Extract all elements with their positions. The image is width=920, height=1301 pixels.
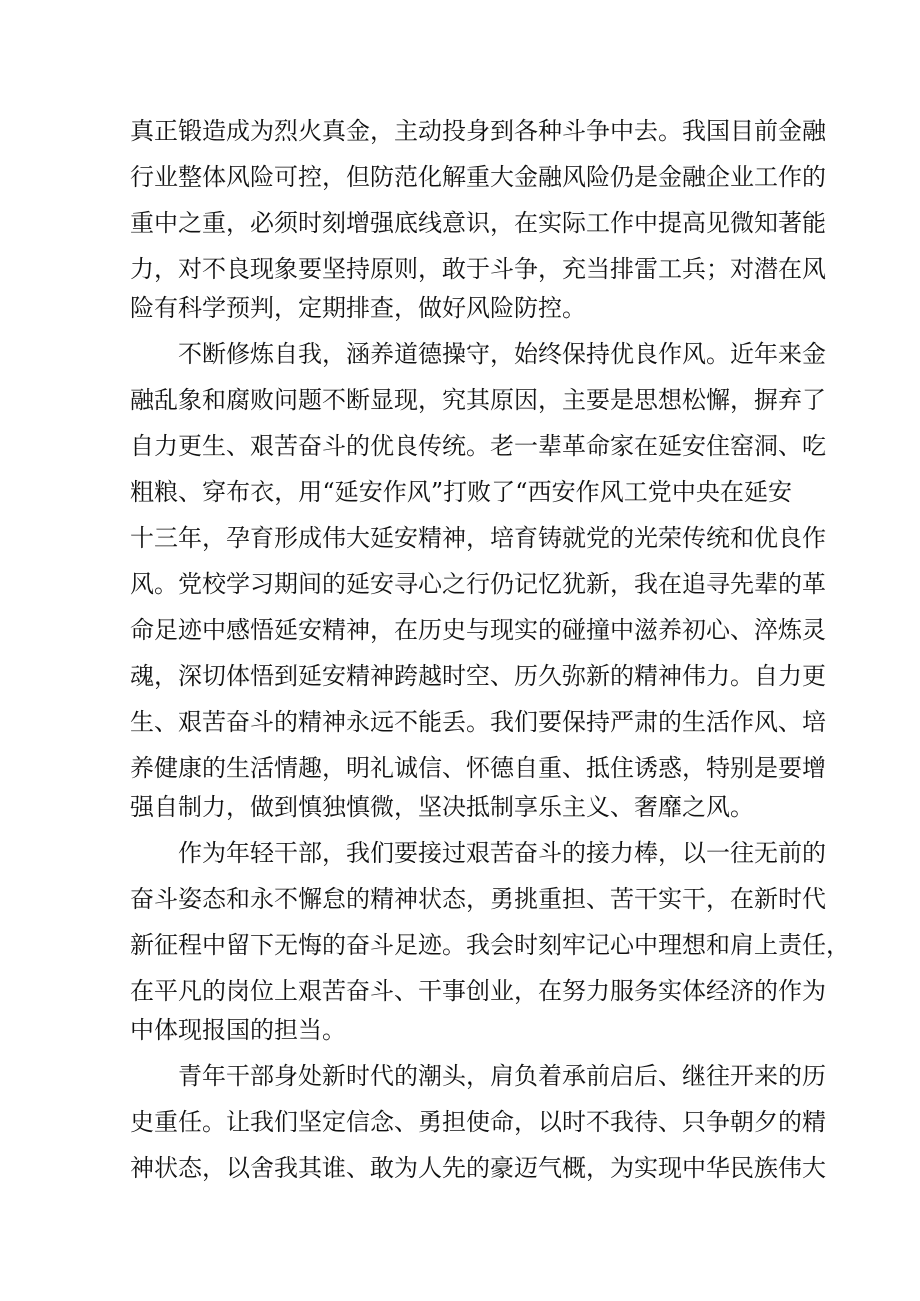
text-line: 新征程中留下无悔的奋斗足迹。我会时刻牢记心中理想和肩上责任，	[130, 931, 850, 959]
text-line: 神状态，以舍我其谁、敢为人先的豪迈气概，为实现中华民族伟大	[130, 1154, 826, 1182]
text-line: 十三年，孕育形成伟大延安精神，培育铸就党的光荣传统和优良作	[130, 524, 826, 552]
paragraph-first-line: 不断修炼自我，涵养道德操守，始终保持优良作风。近年来金	[178, 340, 826, 368]
text-line: 融乱象和腐败问题不断显现，究其原因，主要是思想松懈，摒弃了	[130, 386, 826, 414]
text-line: 史重任。让我们坚定信念、勇担使命，以时不我待、只争朝夕的精	[130, 1108, 826, 1136]
paragraph-first-line: 作为年轻干部，我们要接过艰苦奋斗的接力棒，以一往无前的	[178, 839, 826, 867]
text-line: 自力更生、艰苦奋斗的优良传统。老一辈革命家在延安住窑洞、吃	[130, 432, 826, 460]
text-line: 魂，深切体悟到延安精神跨越时空、历久弥新的精神伟力。自力更	[130, 662, 826, 690]
text-line: 真正锻造成为烈火真金，主动投身到各种斗争中去。我国目前金融	[130, 117, 826, 145]
text-line: 重中之重，必须时刻增强底线意识，在实际工作中提高见微知著能	[130, 209, 826, 237]
text-line: 命足迹中感悟延安精神，在历史与现实的碰撞中滋养初心、淬炼灵	[130, 616, 826, 644]
text-line: 风。党校学习期间的延安寻心之行仍记忆犹新，我在追寻先辈的革	[130, 570, 826, 598]
text-line: 粗粮、穿布衣，用“延安作风”打败了“西安作风工党中央在延安	[130, 478, 792, 506]
text-line: 行业整体风险可控，但防范化解重大金融风险仍是金融企业工作的	[130, 163, 826, 191]
text-line: 生、艰苦奋斗的精神永远不能丢。我们要保持严肃的生活作风、培	[130, 708, 826, 736]
text-line: 强自制力，做到慎独慎微，坚决抵制享乐主义、奢靡之风。	[130, 793, 754, 821]
text-line: 险有科学预判，定期排查，做好风险防控。	[130, 294, 586, 322]
text-line: 力，对不良现象要坚持原则，敢于斗争，充当排雷工兵；对潜在风	[130, 255, 826, 283]
text-line: 中体现报国的担当。	[130, 1016, 346, 1044]
text-line: 奋斗姿态和永不懈怠的精神状态，勇挑重担、苦干实干，在新时代	[130, 885, 826, 913]
paragraph-first-line: 青年干部身处新时代的潮头，肩负着承前启后、继往开来的历	[178, 1062, 826, 1090]
text-line: 在平凡的岗位上艰苦奋斗、干事创业，在努力服务实体经济的作为	[130, 977, 826, 1005]
text-line: 养健康的生活情趣，明礼诚信、怀德自重、抵住诱惑，特别是要增	[130, 754, 826, 782]
